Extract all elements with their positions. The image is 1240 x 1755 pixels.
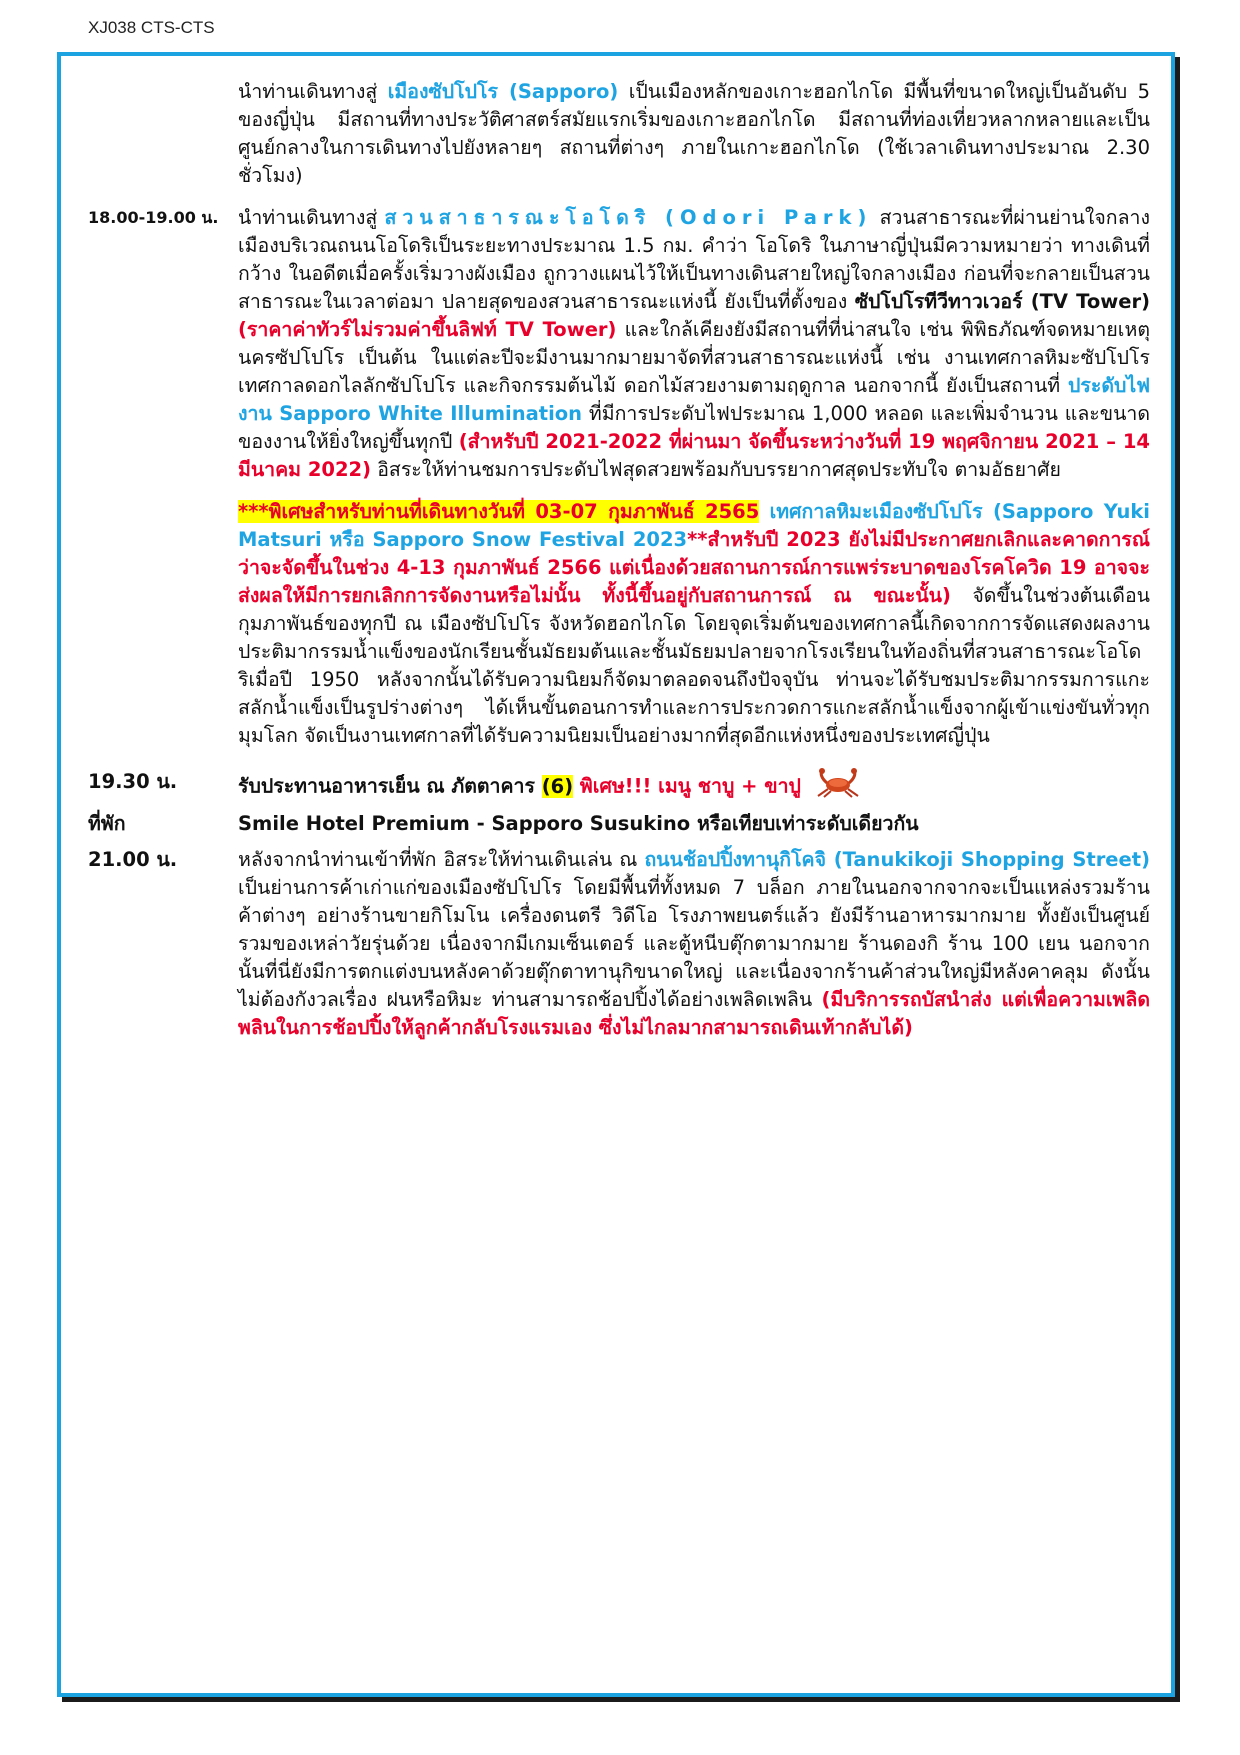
odori-park-name: สวนสาธารณะโอโดริ (Odori Park) — [384, 206, 873, 229]
snow-festival-name: เทศกาลหิมะเมืองซัปโปโร (Sapporo Yuki Matsuri หรือ Sapporo Snow Festival 2023 — [238, 500, 1150, 551]
snow-festival-block — [88, 498, 1150, 750]
hotel-name: Smile Hotel Premium - Sapporo Susukino หรือเทียบเท่าระดับเดียวกัน — [238, 812, 919, 835]
odori-description: สวนสาธารณะที่ผ่านย่านใจกลางเมืองบริเวณถนนโอโดริเป็นระยะทางประมาณ 1.5 กม. คำว่า โอโดริ ในภาษาญี่ปุ่นมีความหมายว่า ทางเดินที่กว้าง ในอดีตเมื่อครั้งเริ่มวางผังเมือง ถูกวางแผนไว้ให้เป็นทางเดินสายใหญ่ใจกลางเมือง ก่อนที่จะกลายเป็นสวนสาธารณะในเวลาต่อมา ปลายสุดของสวนสาธารณะแห่งนี้ ยังเป็นที่ตั้งของ — [238, 206, 1150, 313]
dinner-row — [88, 768, 1150, 806]
odori-closing: อิสระให้ท่านชมการประดับไฟสุดสวยพร้อมกับบรรยากาศสุดประทับใจ ตามอัธยาศัย — [371, 458, 1061, 481]
sapporo-city-name: เมืองซัปโปโร (Sapporo) — [387, 80, 619, 103]
intro-lead: นำท่านเดินทางสู่ — [238, 80, 388, 103]
document-code: XJ038 CTS-CTS — [88, 18, 215, 37]
itinerary-content — [88, 78, 1150, 1042]
hotel-row — [88, 810, 1150, 838]
intro-description: เป็นเมืองหลักของเกาะฮอกไกโด มีพื้นที่ขนาดใหญ่เป็นอันดับ 5 ของญี่ปุ่น มีสถานที่ทางประวัติศาสตร์สมัยแรกเริ่มของเกาะฮอกไกโด มีสถานที่ท่องเที่ยวหลากหลายและเป็นศูนย์กลางในการเดินทางไปยังหลายๆ สถานที่ต่างๆ ภายในเกาะฮอกไกโด (ใช้เวลาเดินทางประมาณ 2.30 ชั่วโมง) — [238, 80, 1151, 187]
tanukikoji-street-name: ถนนช้อปปิ้งทานุกิโคจิ (Tanukikoji Shopping Street) — [644, 848, 1150, 871]
crab-icon — [815, 768, 861, 806]
odori-block — [88, 204, 1150, 484]
festival-special-note: ***พิเศษสำหรับท่านที่เดินทางวันที่ 03-07 กุมภาพันธ์ 2565 — [238, 500, 760, 523]
odori-time: 18.00-19.00 น. — [88, 208, 219, 227]
illumination-description: ที่มีการประดับไฟประมาณ 1,000 หลอด และเพิ่มจำนวน และขนาดของงานให้ยิ่งใหญ่ขึ้นทุกปี — [238, 402, 1151, 453]
white-illumination-name: ประดับไฟงาน Sapporo White Illumination — [238, 374, 1150, 425]
intro-text — [238, 78, 1150, 190]
intro-block — [88, 78, 1150, 190]
odori-events: และใกล้เคียงยังมีสถานที่ที่น่าสนใจ เช่น พิพิธภัณฑ์จดหมายเหตุนครซัปโปโร เป็นต้น ในแต่ละปีจะมีงานมากมายมาจัดที่สวนสาธารณะแห่งนี้ เช่น งานเทศกาลหิมะซัปโปโร เทศกาลดอกไลลักซัปโปโร และกิจกรรมต้นไม้ ดอกไม้สวยงามตามฤดูกาล นอกจากนี้ ยังเป็นสถานที่ — [238, 318, 1150, 397]
festival-description: จัดขึ้นในช่วงต้นเดือนกุมภาพันธ์ของทุกปี ณ เมืองซัปโปโร จังหวัดฮอกไกโด โดยจุดเริ่มต้นของเทศกาลนี้เกิดจากการจัดแสดงผลงานประติมากรรมน้ำแข็งของนักเรียนชั้นมัธยมต้นและชั้นมัธยมปลายจากโรงเรียนในท้องถิ่นที่สวนสาธารณะโอโดริเมื่อปี 1950 หลังจากนั้นได้รับความนิยมก็จัดมาตลอดจนถึงปัจจุบัน ท่านจะได้รับชมประติมากรรมการแกะสลักน้ำแข็งเป็นรูปร่างต่างๆ ได้เห็นขั้นตอนการทำและการประกวดการแกะสลักน้ำแข็งจากผู้เข้าแข่งขันทั่วทุกมุมโลก จัดเป็นงานเทศกาลที่ได้รับความนิยมเป็นอย่างมากที่สุดอีกแห่งหนึ่งของประเทศญี่ปุ่น — [238, 584, 1150, 747]
dinner-time: 19.30 น. — [88, 770, 178, 793]
tanukikoji-block — [88, 846, 1150, 1042]
festival-text — [238, 498, 1150, 750]
tv-tower-name: ซัปโปโรทีวีทาวเวอร์ (TV Tower) — [854, 290, 1150, 313]
dinner-special-menu: พิเศษ!!! เมนู ชาบู + ขาปู — [573, 774, 801, 798]
festival-2023-notice: **สำหรับปี 2023 ยังไม่มีประกาศยกเลิกและคาดการณ์ว่าจะจัดขึ้นในช่วง 4-13 กุมภาพันธ์ 2566 แต่เนื่องด้วยสถานการณ์การแพร่ระบาดของโรคโควิด 19 อาจจะส่งผลให้มีการยกเลิกการจัดงานหรือไม่นั้น ทั้งนี้ขึ้นอยู่กับสถานการณ์ ณ ขณะนั้น) — [238, 528, 1150, 607]
tanukikoji-text — [238, 846, 1150, 1042]
dinner-text — [238, 768, 1150, 806]
tanukikoji-lead: หลังจากนำท่านเข้าที่พัก อิสระให้ท่านเดินเล่น ณ — [238, 848, 645, 871]
tanukikoji-description: เป็นย่านการค้าเก่าแก่ของเมืองซัปโปโร โดยมีพื้นที่ทั้งหมด 7 บล็อก ภายในนอกจากจากจะเป็นแหล่งรวมร้านค้าต่างๆ อย่างร้านขายกิโมโน เครื่องดนตรี วิดีโอ โรงภาพยนตร์แล้ว ยังมีร้านอาหารมากมาย ทั้งยังเป็นศูนย์รวมของเหล่าวัยรุ่นด้วย เนื่องจากมีเกมเซ็นเตอร์ และตู้หนีบตุ๊กตามากมาย ร้านดองกิ ร้าน 100 เยน นอกจากนั้นที่นี่ยังมีการตกแต่งบนหลังคาด้วยตุ๊กตาทานุกิขนาดใหญ่ และเนื่องจากร้านค้าส่วนใหญ่มีหลังคาคลุม ดังนั้น ไม่ต้องกังวลเรื่อง ฝนหรือหิมะ ท่านสามารถช้อปปิ้งได้อย่างเพลิดเพลิน — [238, 876, 1150, 1011]
odori-lead: นำท่านเดินทางสู่ — [238, 206, 385, 229]
bus-service-note: (มีบริการรถบัสนำส่ง แต่เพื่อความเพลิดพลินในการช้อปปิ้งให้ลูกค้ากลับโรงแรมเอง ซึ่งไม่ไกลมากสามารถเดินเท้ากลับได้) — [238, 988, 1151, 1039]
meal-number: (6) — [541, 774, 574, 798]
tv-tower-price-note: (ราคาค่าทัวร์ไม่รวมค่าขึ้นลิฟท์ TV Tower) — [238, 318, 617, 341]
dinner-lead: รับประทานอาหารเย็น ณ ภัตตาคาร — [238, 774, 542, 798]
hotel-label: ที่พัก — [88, 812, 126, 835]
tanukikoji-time: 21.00 น. — [88, 848, 178, 871]
odori-text — [238, 204, 1150, 484]
illumination-date-note: (สำหรับปี 2021-2022 ที่ผ่านมา จัดขึ้นระหว่างวันที่ 19 พฤศจิกายน 2021 – 14 มีนาคม 2022) — [238, 430, 1151, 481]
